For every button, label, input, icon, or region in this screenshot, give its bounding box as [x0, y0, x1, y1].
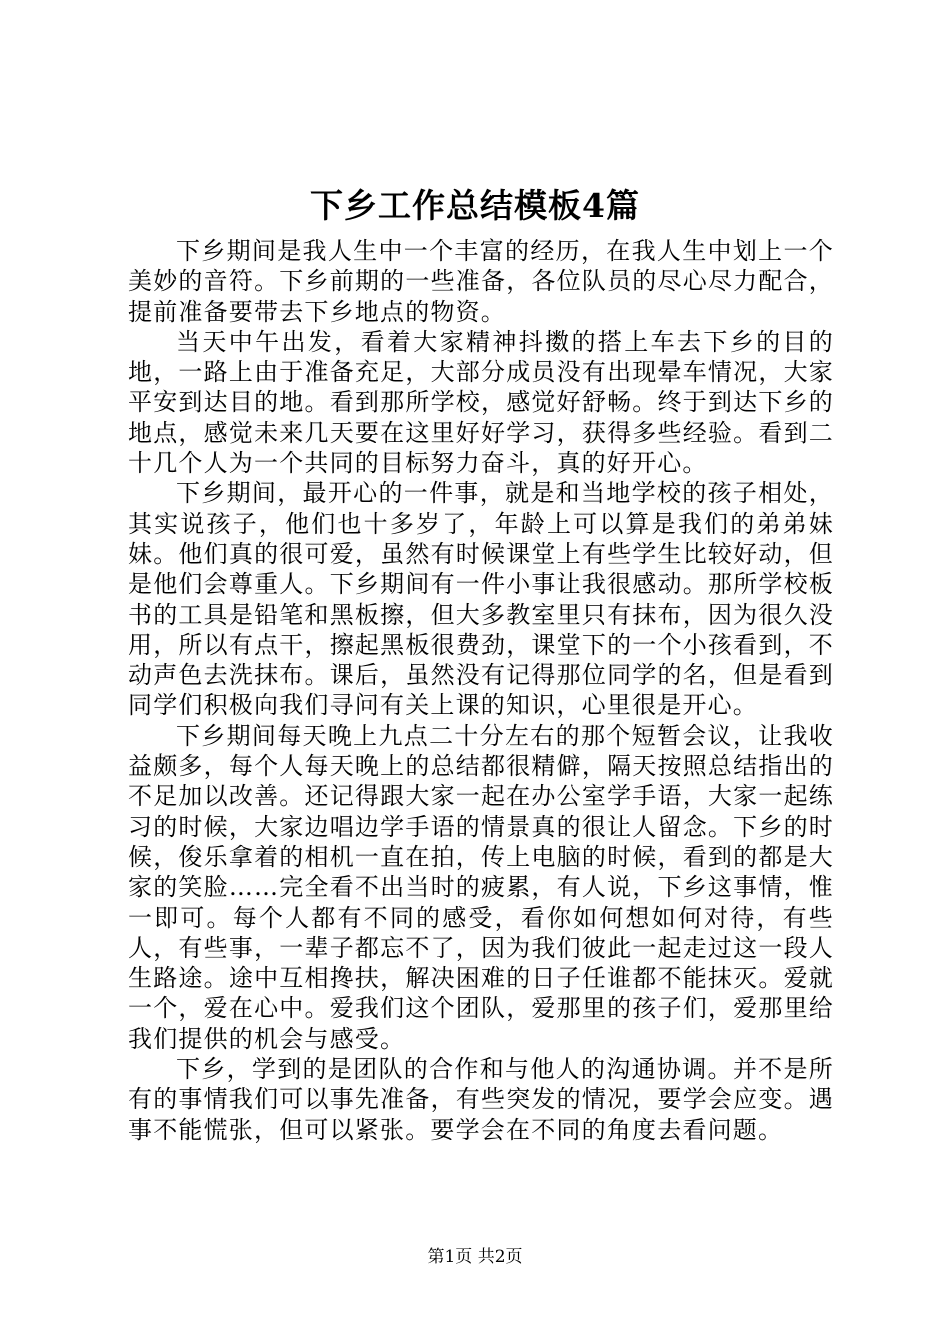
page-number-footer: 第1页 共2页 [427, 1247, 523, 1267]
paragraph-4: 下乡期间每天晚上九点二十分左右的那个短暂会议，让我收益颇多，每个人每天晚上的总结都很精僻，隔天按照总结指出的不足加以改善。还记得跟大家一起在办公室学手语，大家一起练习的时候，大家边唱边学手语的情景真的很让人留念。下乡的时候，俊乐拿着的相机一直在拍，传上电脑的时候，看到的都是大家的笑脸……完全看不出当时的疲累，有人说，下乡这事情，惟一即可。每个人都有不同的感受，看你如何想如何对待，有些人，有些事，一辈子都忘不了，因为我们彼此一起走过这一段人生路途。途中互相搀扶，解决困难的日子任谁都不能抹灭。爱就一个，爱在心中。爱我们这个团队，爱那里的孩子们，爱那里给我们提供的机会与感受。 [128, 721, 834, 1053]
document-title: 下乡工作总结模板4篇 [310, 186, 640, 225]
paragraph-5: 下乡，学到的是团队的合作和与他人的沟通协调。并不是所有的事情我们可以事先准备，有些突发的情况，要学会应变。遇事不能慌张，但可以紧张。要学会在不同的角度去看问题。 [128, 1055, 834, 1144]
document-body [128, 236, 834, 1145]
paragraph-2: 当天中午出发，看着大家精神抖擞的搭上车去下乡的目的地，一路上由于准备充足，大部分成员没有出现晕车情况，大家平安到达目的地。看到那所学校，感觉好舒畅。终于到达下乡的地点，感觉未来几天要在这里好好学习，获得多些经验。看到二十几个人为一个共同的目标努力奋斗，真的好开心。 [128, 327, 834, 478]
paragraph-3: 下乡期间，最开心的一件事，就是和当地学校的孩子相处，其实说孩子，他们也十多岁了，年龄上可以算是我们的弟弟妹妹。他们真的很可爱，虽然有时候课堂上有些学生比较好动，但是他们会尊重人。下乡期间有一件小事让我很感动。那所学校板书的工具是铅笔和黑板擦，但大多教室里只有抹布，因为很久没用，所以有点干，擦起黑板很费劲，课堂下的一个小孩看到，不动声色去洗抹布。课后，虽然没有记得那位同学的名，但是看到同学们积极向我们寻问有关上课的知识，心里很是开心。 [128, 479, 834, 720]
paragraph-1: 下乡期间是我人生中一个丰富的经历，在我人生中划上一个美妙的音符。下乡前期的一些准备，各位队员的尽心尽力配合，提前准备要带去下乡地点的物资。 [128, 237, 834, 326]
